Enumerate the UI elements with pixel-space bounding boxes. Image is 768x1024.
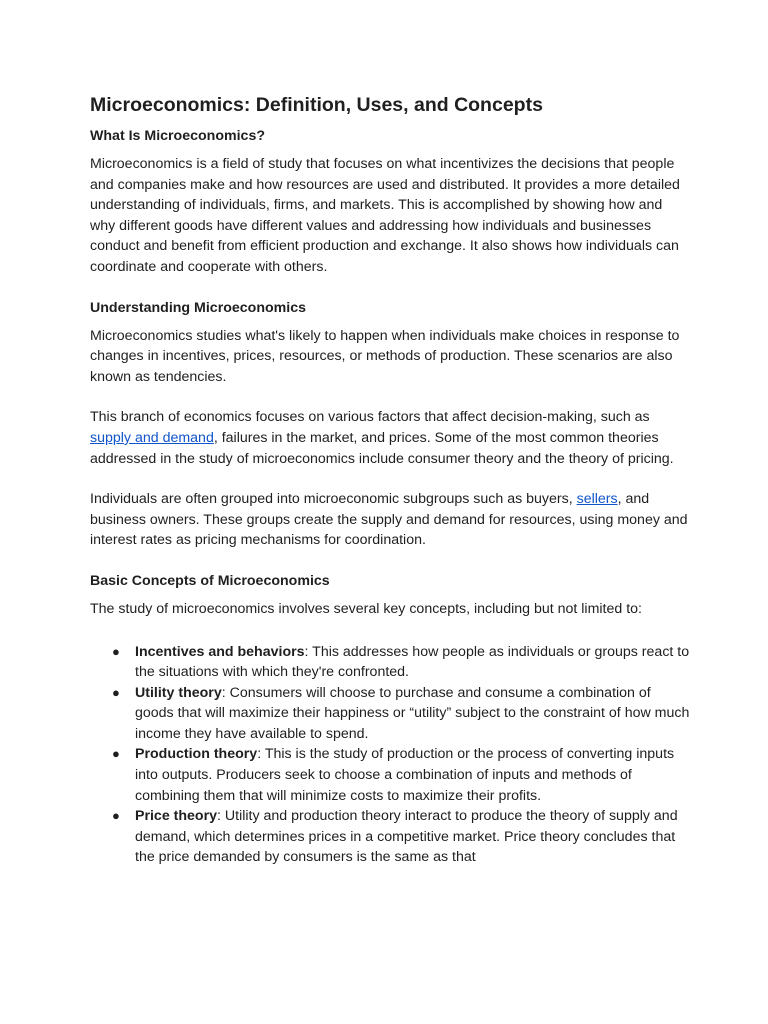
bullet-icon: ● [112,746,120,762]
bullet-icon: ● [112,643,120,659]
paragraph-text: Individuals are often grouped into microeconomic subgroups such as buyers, [90,491,577,508]
bullet-icon: ● [112,684,120,700]
document-page [90,91,690,868]
list-item-term: Utility theory [135,684,222,701]
paragraph-understanding-2 [90,407,690,469]
list-item-term: Production theory [135,746,258,763]
supply-and-demand-link[interactable]: supply and demand [90,429,214,446]
section-heading-understanding: Understanding Microeconomics [90,299,306,316]
list-item-term: Price theory [135,808,218,825]
bullet-icon: ● [112,808,120,824]
list-item-term: Incentives and behaviors [135,643,305,660]
list-item-text: : This addresses how people as individuals or groups react to the situations with which they're confronted. [135,643,690,681]
paragraph-basic-intro: The study of microeconomics involves several key concepts, including but not limited to: [90,600,642,617]
list-item [90,642,690,683]
section-heading-basic-concepts: Basic Concepts of Microeconomics [90,572,330,589]
list-item [90,744,690,806]
concepts-list [90,642,690,869]
paragraph-text: This branch of economics focuses on various factors that affect decision-making, such as [90,409,650,426]
list-item-text: : Utility and production theory interact to produce the theory of supply and demand, which determines prices in a competitive market. Price theory concludes that the price demanded by consumers is the same as that [135,808,678,866]
paragraph-what-is: Microeconomics is a field of study that focuses on what incentivizes the decisions that people and companies make and how resources are used and distributed. It provides a more detailed understanding of individuals, firms, and markets. This is accomplished by showing how and why different goods have different values and addressing how individuals and businesses conduct and benefit from efficient production and exchange. It also shows how individuals can coordinate and cooperate with others. [90,156,680,275]
list-item-text: : This is the study of production or the process of converting inputs into outputs. Producers seek to choose a combination of inputs and methods of combining them that will minimize costs to maximize their profits. [135,746,675,804]
paragraph-text: , failures in the market, and prices. Some of the most common theories addressed in the study of microeconomics include consumer theory and the theory of pricing. [90,429,674,467]
paragraph-understanding-1: Microeconomics studies what's likely to happen when individuals make choices in response to changes in incentives, prices, resources, or methods of production. These scenarios are also known as tendencies. [90,327,680,385]
section-heading-what-is: What Is Microeconomics? [90,128,266,144]
list-item [90,806,690,868]
sellers-link[interactable]: sellers [576,491,618,508]
list-item [90,683,690,745]
paragraph-text: , and business owners. These groups create the supply and demand for resources, using money and interest rates as pricing mechanisms for coordination. [90,491,688,549]
page-title: Microeconomics: Definition, Uses, and Concepts [90,94,543,116]
paragraph-understanding-3 [90,489,690,551]
list-item-text: : Consumers will choose to purchase and consume a combination of goods that will maximize their happiness or “utility” subject to the constraint of how much income they have available to spend. [135,684,690,742]
